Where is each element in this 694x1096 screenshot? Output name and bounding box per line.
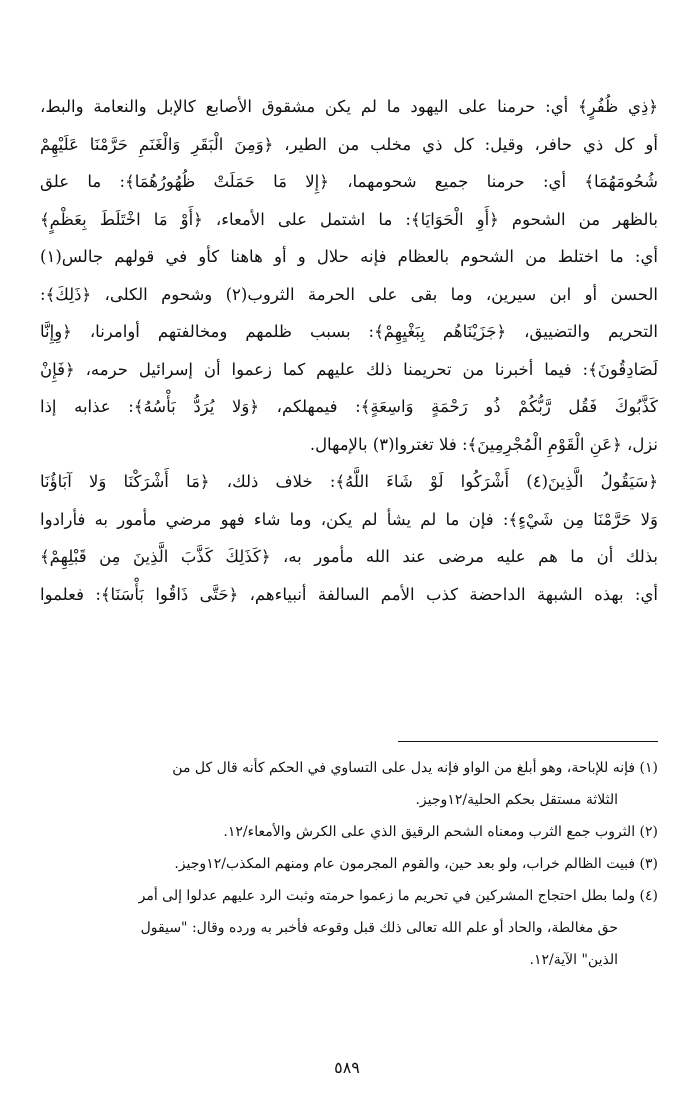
- footnote-continuation: حق مغالطة، والحاد أو علم الله تعالى ذلك قبل وقوعه فأخبر به ورده وقال: "سيقول: [140, 920, 618, 936]
- text-line: بذلك أن ما هم عليه مرضى عند الله مأمور به، ﴿كَذَلِكَ كَذَّبَ الَّذِينَ مِن قَبْلِهِمْ﴾: [40, 547, 658, 566]
- footnote-4: [40, 880, 658, 976]
- text-line: لَصَادِقُونَ﴾: فيما أخبرنا من تحريمنا ذلك عليهم كما زعموا أن إسرائيل حرمه، ﴿فَإِنْ: [40, 359, 658, 379]
- text-line: شُحُومَهُمَا﴾ أي: حرمنا جميع شحومهما، ﴿إِلا مَا حَمَلَتْ ظُهُورُهُمَا﴾: ما علق: [40, 172, 658, 191]
- text-line: أي: ما اختلط من الشحوم بالعظام فإنه حلال و أو هاهنا كأو في قولهم جالس(١): [40, 247, 658, 266]
- footnote-continuation: الذين" الآية/١٢.: [529, 952, 618, 968]
- text-line: كَذَّبُوكَ فَقُل رَّبُّكُمْ ذُو رَحْمَةٍ وَاسِعَةٍ﴾: فيمهلكم، ﴿وَلا يُرَدُّ بَأْسُهُ﴾: عذابه إذا: [40, 397, 658, 416]
- text-line: أو كل ذي حافر، وقيل: كل ذي مخلب من الطير، ﴿وَمِنَ الْبَقَرِ وَالْغَنَمِ حَرَّمْنَا عَلَيْهِمْ: [40, 134, 658, 154]
- footnotes: [40, 752, 658, 976]
- footnote-3: [40, 848, 658, 880]
- text-line: ﴿سَيَقُولُ الَّذِينَ(٤) أَشْرَكُوا لَوْ شَاءَ اللَّهُ﴾: خلاف ذلك، ﴿مَا أَشْرَكْنَا وَلا آبَاؤُنَا: [40, 472, 658, 491]
- footnote-text: (٢) الثروب جمع الثرب ومعناه الشحم الرقيق الذي على الكرش والأمعاء/١٢.: [223, 824, 658, 840]
- text-line: نزل، ﴿عَنِ الْقَوْمِ الْمُجْرِمِينَ﴾: فلا تغتروا(٣) بالإمهال.: [309, 434, 658, 454]
- footnote-1: [40, 752, 658, 816]
- footnote-divider: [398, 741, 658, 742]
- text-line: بالظهر من الشحوم ﴿أَوِ الْحَوَايَا﴾: ما اشتمل على الأمعاء، ﴿أَوْ مَا اخْتَلَطَ بِعَظْمٍ﴾: [40, 209, 658, 229]
- text-line: ﴿ذِي ظُفُرٍ﴾ أي: حرمنا على اليهود ما لم يكن مشقوق الأصابع كالإبل والنعامة والبط،: [40, 97, 658, 116]
- text-line: وَلا حَرَّمْنَا مِن شَيْءٍ﴾: فإن ما لم يشأ لم يكن، وما شاء فهو مرضي مأمور به فأرادوا: [40, 509, 658, 529]
- footnote-text: (٤) ولما بطل احتجاج المشركين في تحريم ما زعموا حرمته وثبت الرد عليهم عدلوا إلى أمر: [138, 888, 658, 904]
- text-line: أي: بهذه الشبهة الداحضة كذب الأمم السالفة أنبياءهم، ﴿حَتَّى ذَاقُوا بَأْسَنَا﴾: فعلموا: [40, 584, 658, 604]
- text-line: الحسن أو ابن سيرين، وما بقى على الحرمة الثروب(٢) وشحوم الكلى، ﴿ذَلِكَ﴾:: [40, 284, 658, 304]
- tafsir-body: [40, 88, 658, 613]
- page-number: ٥٨٩: [334, 1058, 360, 1077]
- footnote-text: (١) فإنه للإباحة، وهو أبلغ من الواو فإنه يدل على التساوي في الحكم كأنه قال كل من: [172, 760, 658, 776]
- footnote-continuation: الثلاثة مستقل بحكم الحلية/١٢وجيز.: [415, 792, 618, 808]
- text-line: التحريم والتضييق، ﴿جَزَيْنَاهُم بِبَغْيِهِمْ﴾: بسبب ظلمهم ومخالفتهم أوامرنا، ﴿وِإِنَّا: [40, 322, 658, 341]
- footnote-text: (٣) فبيت الظالم خراب، ولو بعد حين، والقوم المجرمون عام ومنهم المكذب/١٢وجيز.: [174, 856, 658, 872]
- footnote-2: [40, 816, 658, 848]
